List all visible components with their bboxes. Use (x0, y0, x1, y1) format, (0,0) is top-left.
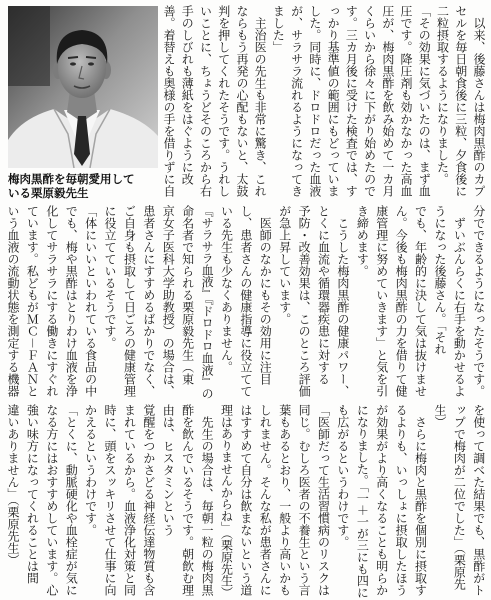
text-column: っかり基準値の範囲にもどっていま (326, 5, 341, 197)
text-column: ん。今後も梅肉黒酢の力を借りて健 (394, 205, 409, 397)
text-column: はすすめて自分は飲まないという道 (238, 404, 253, 596)
text-tier-top (162, 5, 486, 199)
text-column: 『サラサラ血液』『ドロドロ血液』の (200, 205, 215, 400)
text-column: くらいから徐々に下がり始めたので (362, 5, 377, 197)
text-column: 先生の場合は、毎朝一粒の梅肉黒 (200, 404, 215, 596)
text-column: 同じ。むしろ医者の不養生という言 (297, 404, 312, 596)
text-column: 予防・改善効果は、このところ評価 (297, 205, 312, 397)
text-column: 時に、頭をスッキリさせて仕事に向 (103, 404, 118, 596)
text-column: 判を押してくれたそうです。うれし (216, 5, 231, 197)
text-column: るよりも、いっしょに摂取したほう (394, 404, 409, 596)
text-column: いる先生も少なくありません。 (219, 205, 234, 373)
eye-left (70, 62, 76, 65)
photo-background-shadow (8, 6, 50, 86)
text-column: 生） (432, 404, 447, 428)
text-column: とくに血流や循環器疾患に対する (316, 205, 331, 385)
text-tier-middle (6, 205, 486, 399)
text-column: 京女子医科大学助教授）の場合は、 (161, 205, 176, 397)
text-column: なる方にはおすすめしています。心 (44, 404, 59, 596)
text-column: 強い味方になってくれることは間 (25, 404, 40, 584)
text-column: 手のしびれも薄紙をはぐように改 (180, 5, 195, 185)
text-column: ご自身も摂取して日ごろの健康管理 (122, 205, 137, 397)
text-column: ています。私どもがＭＣ－ＦＡＮと (25, 205, 40, 398)
text-column: 主治医の先生も非常に驚き、これ (253, 5, 268, 197)
text-column: き締めます。 (355, 205, 370, 277)
text-column: 圧です。降圧剤も効かなかった高血 (399, 5, 414, 197)
text-column: ップで梅肉が二位でした」（栗原先 (452, 404, 467, 590)
text-column: いことに、ちょうどそのころから右 (198, 5, 213, 197)
text-column: 理はありませんからね」（栗原先生） (219, 404, 234, 599)
photo-caption-line: いる栗原毅先生 (8, 186, 89, 200)
text-column: になりました。「一＋一が三にも四に (355, 404, 370, 599)
text-column: こうした梅肉黒酢の健康パワー、 (335, 205, 350, 397)
text-column: も広がるというわけです。 (335, 404, 350, 548)
text-tier-bottom (6, 404, 486, 598)
text-column: 患者さんにすすめるばかりでなく、 (141, 205, 156, 397)
text-column: うになった後藤さん。「それ (432, 205, 447, 355)
text-column: 「その効果に気づいたのは、まず血 (417, 5, 432, 197)
text-column: 医師のなかにもその効用に注目 (258, 205, 273, 385)
text-column: 覚醒をつかさどる神経伝達物質も含 (141, 404, 156, 596)
text-column: 「体にいいといわれている食品の中 (83, 205, 98, 397)
text-column: ました」 (271, 5, 286, 53)
text-column: 由は、ヒスタミンという (161, 404, 176, 536)
text-column: 善。着替えも奥様の手を借りずに自 (162, 5, 176, 197)
text-column: した。同時に、ドロドロだった血液 (307, 5, 322, 197)
text-column: かえるというわけです。 (83, 404, 98, 536)
text-column: が効果がより高くなることも明らか (374, 404, 389, 596)
text-column: 命名者で知られる栗原毅先生（東 (180, 205, 195, 385)
text-column: でも、年齢的に決して気は抜けませ (413, 205, 428, 397)
text-column: 化してサラサラにする働きにすぐれ (44, 205, 59, 397)
photo-caption-line: 梅肉黒酢を毎朝愛用して (8, 172, 135, 186)
text-column: に役立てているそうです。 (103, 205, 118, 349)
text-column: でも、梅や黒酢はとりわけ血液を浄 (64, 205, 79, 397)
portrait-photo-image (8, 6, 158, 168)
text-column: が急上昇しています。 (277, 205, 292, 325)
text-column: 康管理に努めていきます」と気を引 (374, 205, 389, 397)
text-column: 圧が、梅肉黒酢を飲み始めて一カ月 (380, 5, 395, 197)
text-column: し、患者さんの健康指導に役立てて (238, 205, 253, 397)
text-column: さらに梅肉と黒酢を個別に摂取す (413, 404, 428, 596)
portrait-photo (8, 6, 158, 168)
text-column: セルを毎日朝食後に三粒、夕食後に (453, 5, 468, 197)
text-column: しれません。そんな私が患者さんに (258, 404, 273, 596)
text-column: 「とくに、動脈硬化や血栓症が気に (64, 404, 79, 596)
text-column: ならもう再発の心配もないと、太鼓 (234, 5, 249, 197)
text-column: 二粒摂取するようになりました。 (435, 5, 450, 185)
text-column: 分でできるようになったそうです。 (471, 205, 486, 397)
eye-right (88, 62, 94, 65)
text-column: 葉もあるとおり、一般より高いかも (277, 404, 292, 596)
text-column: す。三カ月後に受けた検査では、す (344, 5, 359, 197)
text-column: 以来、後藤さんは梅肉黒酢のカプ (471, 5, 486, 197)
text-column: 酢を飲んでいるそうです。朝飲む理 (180, 404, 195, 596)
text-column: 違いありません」（栗原先生） (6, 404, 20, 566)
text-column: 「医師だって生活習慣病のリスクは (316, 404, 331, 596)
photo-caption (8, 172, 160, 200)
text-column: いう血液の流動状態を測定する機器 (6, 205, 20, 397)
text-column: ずいぶんらくに右手を動かせるよ (452, 205, 467, 397)
text-column: まれているから。血液浄化対策と同 (122, 404, 137, 596)
text-column: が、サラサラ流れるようになってき (289, 5, 304, 197)
text-column: を使って調べた結果でも、黒酢がト (471, 404, 486, 596)
